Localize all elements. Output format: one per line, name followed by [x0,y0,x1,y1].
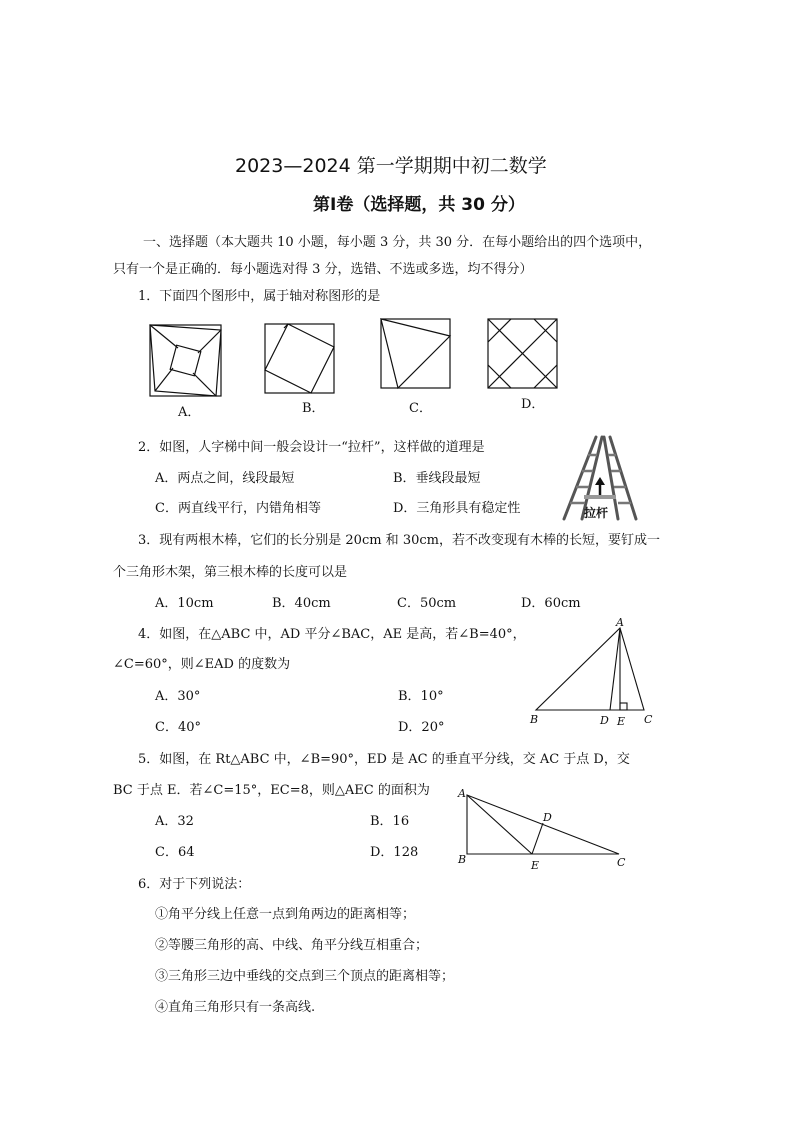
q1-stem: 1．下面四个图形中，属于轴对称图形的是 [138,289,381,304]
q3-stem-line1: 3．现有两根木棒，它们的长分别是 20cm 和 30cm，若不改变现有木棒的长短，要钉成一 [138,533,660,548]
q3-option-d: D．60cm [521,596,581,611]
q5-point-e: E [531,859,540,872]
section-instructions-line2: 只有一个是正确的．每小题选对得 3 分，选错、不选或多选，均不得分） [113,262,533,277]
q5-stem-line1: 5．如图，在 Rt△ABC 中，∠B=90°，ED 是 AC 的垂直平分线，交 AC 于点 D，交 [138,752,630,767]
q5-option-d: D．128 [370,845,419,860]
q1-figure-c [380,318,452,390]
q4-stem-line1: 4．如图，在△ABC 中，AD 平分∠BAC，AE 是高，若∠B=40°， [138,627,526,642]
q4-point-d: D [600,714,609,727]
q4-option-c: C．40° [155,720,201,735]
q5-stem-line2: BC 于点 E．若∠C=15°，EC=8，则△AEC 的面积为 [113,783,430,798]
q2-option-d: D．三角形具有稳定性 [393,501,521,516]
q3-option-b: B．40cm [272,596,331,611]
q2-option-c: C．两直线平行，内错角相等 [155,501,321,516]
q1-figure-a [149,324,223,398]
q4-point-c: C [644,713,653,726]
q6-item-2: ②等腰三角形的高、中线、角平分线互相重合； [155,938,429,953]
q6-item-1: ①角平分线上任意一点到角两边的距离相等； [155,907,416,922]
q5-option-c: C．64 [155,845,195,860]
q3-option-a: A．10cm [155,596,214,611]
q6-stem: 6．对于下列说法： [138,877,251,892]
q5-point-b: B [458,853,467,866]
q5-point-a: A [458,787,466,800]
q5-option-a: A．32 [155,814,194,829]
q1-label-d: D． [521,397,545,412]
q4-option-a: A．30° [155,689,201,704]
q2-stem: 2．如图，人字梯中间一般会设计一“拉杆”，这样做的道理是 [138,440,485,455]
q3-stem-line2: 个三角形木架，第三根木棒的长度可以是 [113,565,348,580]
section-instructions-line1: 一、选择题（本大题共 10 小题，每小题 3 分，共 30 分．在每小题给出的四个选项中， [143,235,652,250]
q1-figure-b [264,323,336,395]
q1-label-b: B． [302,401,325,416]
q4-option-b: B．10° [398,689,444,704]
q4-point-a: A [616,616,624,629]
q3-option-c: C．50cm [397,596,457,611]
q4-stem-line2: ∠C=60°，则∠EAD 的度数为 [113,657,291,672]
q1-label-a: A． [178,405,201,420]
q1-figure-d [487,318,559,390]
q2-option-a: A．两点之间，线段最短 [155,471,295,486]
q4-point-e: E [617,715,626,728]
q4-triangle-figure [526,614,666,729]
q6-item-3: ③三角形三边中垂线的交点到三个顶点的距离相等； [155,969,455,984]
q5-point-c: C [617,856,626,869]
section-subtitle: 第Ⅰ卷（选择题，共 30 分） [313,195,525,215]
q5-option-b: B．16 [370,814,410,829]
q1-label-c: C． [409,401,432,416]
page-title: 2023—2024 第一学期期中初二数学 [235,155,547,177]
q4-option-d: D．20° [398,720,445,735]
q5-point-d: D [543,811,552,824]
q4-point-b: B [530,713,539,726]
ladder-rod-label: 拉杆 [584,506,609,520]
q5-triangle-figure [455,785,635,875]
q2-option-b: B．垂线段最短 [393,471,481,486]
q6-item-4: ④直角三角形只有一条高线. [155,1000,316,1015]
